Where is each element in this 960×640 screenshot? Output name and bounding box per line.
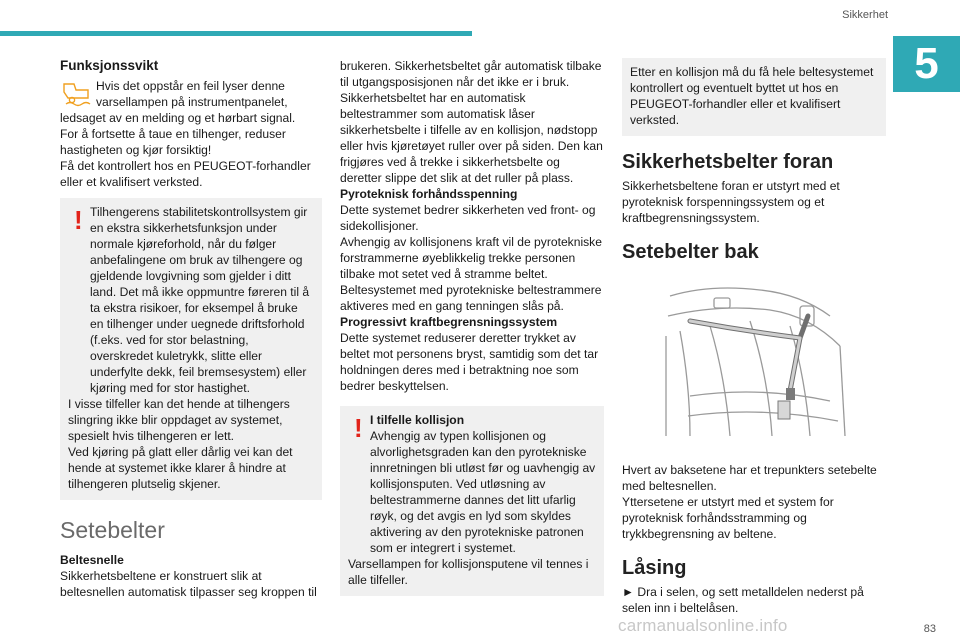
page-number: 83 (923, 623, 936, 635)
column-3 (622, 58, 886, 616)
funk-text-1: Hvis det oppstår en feil lyser denne varsellampen på instrumentpanelet, ledsaget av en melding og et hørbart signal. (60, 79, 296, 125)
pyro-text-2: Avhengig av kollisjonens kraft vil de pyrotekniske forstrammerne øyeblikkelig trekke personen tilbake mot setet ved å stramme beltet. (340, 235, 602, 281)
collision-warning-title: I tilfelle kollisjon (370, 413, 465, 427)
column-2 (340, 58, 604, 596)
trailer-warning-box (60, 198, 322, 500)
rear-seat-belt-illustration (650, 276, 850, 446)
belt-text-2: Sikkerhetsbeltet har en automatisk beltestrammer som automatisk låser sikkerhetsbelte i tilfelle av en kollisjon, nødstopp eller hvis kjøretøyet ruller over på siden. Den kan frigjøres ved å trekke i sikkerhetsbelte og deretter slippe det slik at det ruller på plass. (340, 91, 603, 185)
exclamation-icon: ! (354, 413, 363, 443)
pyro-title: Pyroteknisk forhåndsspenning (340, 187, 518, 201)
section-title: Sikkerhet (842, 9, 888, 21)
progressive-title: Progressivt kraftbegrensningssystem (340, 315, 558, 329)
funk-text-2: For å fortsette å taue en tilhenger, reduser hastigheten og kjør forsiktig! (60, 127, 286, 157)
after-collision-text: Etter en kollisjon må du få hele beltesystemet kontrollert og eventuelt byttet ut hos en PEUGEOT-forhandler eller et kvalifisert verksted. (630, 65, 874, 127)
after-collision-info-box (622, 58, 886, 136)
warning-text-2: I visse tilfeller kan det hende at tilhengers slingring ikke blir oppdaget av systemet, spesielt hvis tilhengeren er lett. (68, 397, 290, 443)
funksjonssvikt-title: Funksjonssvikt (60, 58, 159, 73)
belt-text-1: brukeren. Sikkerhetsbeltet går automatisk tilbake til utgangsposisjonen når det ikke er i bruk. (340, 59, 602, 89)
rear-belts-text-2: Yttersetene er utstyrt med et system for pyroteknisk forhåndsstramming og trykkbegrensning av beltene. (622, 495, 834, 541)
beltesnelle-title: Beltesnelle (60, 553, 124, 567)
rear-belts-heading: Setebelter bak (622, 241, 759, 263)
locking-heading: Låsing (622, 557, 687, 579)
watermark: carmanualsonline.info (618, 616, 788, 635)
warning-text-3: Ved kjøring på glatt eller dårlig vei kan det hende at systemet ikke klarer å hindre at tilhengeren plutselig skjener. (68, 445, 293, 491)
column-1 (60, 58, 322, 600)
collision-warning-box (340, 406, 604, 596)
pyro-text-3: Beltesystemet med pyrotekniske beltestrammere aktiveres med en gang tenningen slås på. (340, 283, 602, 313)
front-belts-text: Sikkerhetsbeltene foran er utstyrt med et pyroteknisk forspenningssystem og et kraftbegrensningssystem. (622, 179, 840, 225)
progressive-text: Dette systemet reduserer deretter trykket av beltet mot personens bryst, samtidig som det tar holdningen deres med i betraktning noe som bedrer beskyttelsen. (340, 331, 599, 393)
beltesnelle-text: Sikkerhetsbeltene er konstruert slik at beltesnellen automatisk tilpasser seg kroppen til (60, 569, 317, 599)
collision-warning-text-2: Varsellampen for kollisjonsputene vil tennes i alle tilfeller. (348, 557, 589, 587)
chapter-number: 5 (893, 36, 960, 92)
header-accent-bar (0, 31, 472, 36)
warning-text-1: Tilhengerens stabilitetskontrollsystem gir en ekstra sikkerhetsfunksjon under normale kjøreforhold, når du følger anbefalingene om bruk av tilhengere og gjeldende lovgivning som gjelder i ditt land. Det må ikke oppmuntre føreren til å ta ekstra risikoer, for eksempel å bruke en tilhenger under uegnede driftsforhold (f.eks. ved for stor belastning, overskredet kuletrykk, slitte eller underfylte dekk, feil bremsesystem) eller kjøring med for stor hastighet. (90, 205, 310, 395)
locking-text: ► Dra i selen, og sett metalldelen nederst på selen inn i beltelåsen. (622, 585, 864, 615)
collision-warning-text-1: Avhengig av typen kollisjonen og alvorlighetsgraden kan den pyrotekniske innretningen bli utløst før og uavhengig av kollisjonsputen. Ved utløsning av beltestrammerne dannes det litt ufarlig røyk, og det avgis en lyd som skyldes aktivering av den pyrotekniske patronen som er integrert i systemet. (370, 429, 596, 555)
funk-paragraph (60, 78, 322, 126)
trailer-warning-lamp-icon (60, 80, 92, 108)
setebelter-heading: Setebelter (60, 517, 165, 543)
pyro-text-1: Dette systemet bedrer sikkerheten ved front- og sidekollisjoner. (340, 203, 596, 233)
rear-belts-text-1: Hvert av baksetene har et trepunkters setebelte med beltesnellen. (622, 463, 877, 493)
front-belts-heading: Sikkerhetsbelter foran (622, 151, 834, 173)
exclamation-icon: ! (74, 205, 83, 235)
funk-text-3: Få det kontrollert hos en PEUGEOT-forhandler eller et kvalifisert verksted. (60, 159, 311, 189)
